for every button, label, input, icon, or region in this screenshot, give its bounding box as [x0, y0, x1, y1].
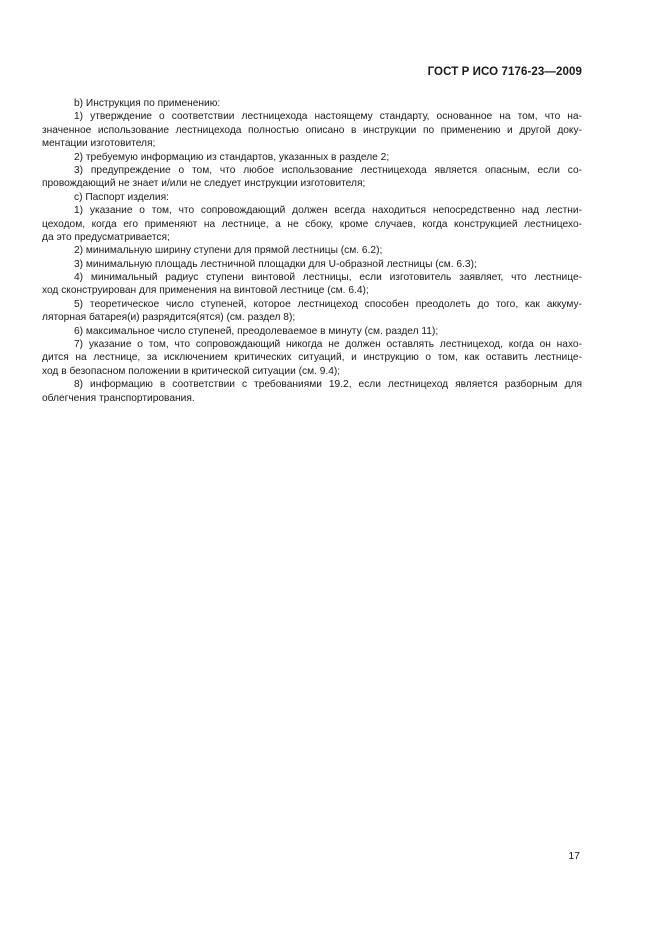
text-line: ход в безопасном положении в критической ситуации (см. 9.4); [42, 365, 341, 377]
text-line: 5) теоретическое число ступеней, которое лестницеход способен преодолеть до того, как аккуму- [74, 298, 582, 310]
text-line: дится на лестнице, за исключением критических ситуаций, и инструкцию о том, как оставить лестнице- [42, 352, 582, 364]
text-line: 3) минимальную площадь лестничной площадки для U-образной лестницы (см. 6.3); [74, 258, 477, 270]
document-body [42, 97, 582, 405]
text-line: провождающий не знает и/или не следует инструкции изготовителя; [42, 178, 366, 190]
text-line: 1) указание о том, что сопровождающий должен всегда находиться непосредственно над лестни- [74, 205, 582, 217]
text-line: ход сконструирован для применения на винтовой лестнице (см. 6.4); [42, 285, 369, 297]
text-line: 2) минимальную ширину ступени для прямой лестницы (см. 6.2); [74, 245, 383, 257]
text-line: да это предусматривается; [42, 231, 170, 243]
text-line: b) Инструкция по применению: [74, 98, 221, 109]
text-line: 2) требуемую информацию из стандартов, указанных в разделе 2; [74, 151, 390, 163]
document-header: ГОСТ Р ИСО 7176-23—2009 [427, 66, 582, 78]
text-line: облегчения транспортирования. [42, 392, 195, 404]
text-line: значенное использование лестницехода полностью описано в инструкции по применению и другой доку- [42, 124, 582, 136]
text-line: 8) информацию в соответствии с требованиями 19.2, если лестницеход является разборным для [74, 379, 582, 391]
text-line: 7) указание о том, что сопровождающий никогда не должен оставлять лестницеход, когда он нахо- [74, 339, 582, 351]
text-line: c) Паспорт изделия: [74, 191, 169, 203]
text-line: цеходом, когда его применяют на лестнице, а не сбоку, кроме случаев, когда конструкцией лестницехо- [42, 218, 582, 230]
text-line: 1) утверждение о соответствии лестницехода настоящему стандарту, основанное на том, что на- [74, 111, 582, 123]
text-line: 3) предупреждение о том, что любое использование лестницехода является опасным, если со- [74, 164, 582, 176]
text-line: 6) максимальное число ступеней, преодолеваемое в минуту (см. раздел 11); [74, 325, 439, 337]
text-line: ляторная батарея(и) разрядится(ятся) (см. раздел 8); [42, 312, 296, 324]
page-number: 17 [568, 850, 580, 862]
text-line: 4) минимальный радиус ступени винтовой лестницы, если изготовитель заявляет, что лестнице- [74, 272, 582, 284]
text-line: ментации изготовителя; [42, 138, 156, 150]
